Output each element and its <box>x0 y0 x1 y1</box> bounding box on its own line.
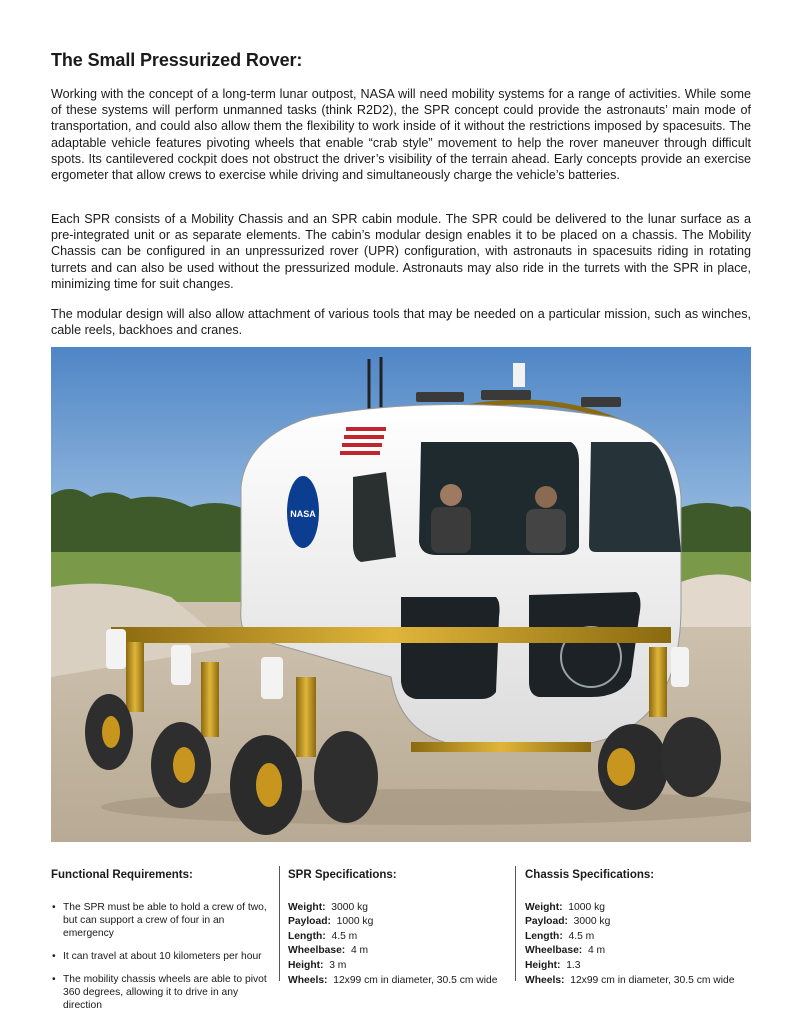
spec-row <box>525 959 751 974</box>
list-item <box>51 973 277 1012</box>
list-item <box>51 901 277 940</box>
functional-heading: Functional Requirements: <box>51 869 193 881</box>
spec-row <box>525 915 751 930</box>
tools-paragraph: The modular design will also allow attachment of various tools that may be needed on a particular mission, such as winches, cable reels, backhoes and cranes. <box>51 307 751 338</box>
spec-row <box>288 944 514 959</box>
list-item-text: It can travel at about 10 kilometers per hour <box>63 950 262 962</box>
chassis-specifications <box>525 868 751 988</box>
nasa-logo <box>287 476 319 548</box>
column-divider <box>515 866 516 981</box>
list-item-text: The mobility chassis wheels are able to pivot 360 degrees, allowing it to drive in any direction <box>63 973 267 1011</box>
spec-row <box>288 901 514 916</box>
spec-row <box>525 974 751 989</box>
spec-value: 4.5 m <box>331 930 358 942</box>
spec-value: 12x99 cm in diameter, 30.5 cm wide <box>333 974 498 986</box>
spec-value: 3000 kg <box>331 901 368 913</box>
spec-row <box>288 915 514 930</box>
spr-heading: SPR Specifications: <box>288 869 397 881</box>
spec-label: Length: <box>288 930 326 942</box>
wheel <box>661 717 721 797</box>
spec-label: Wheelbase: <box>288 945 346 957</box>
spr-specifications <box>288 868 514 988</box>
spec-row <box>525 901 751 916</box>
spec-row <box>525 930 751 945</box>
intro-paragraph: Working with the concept of a long-term lunar outpost, NASA will need mobility systems for a range of activities. While some of these systems will perform unmanned tasks (think R2D2), the SPR concept could provide the astronauts’ main mode of transportation, and could also allow them the flexibility to work inside of it without the restrictions imposed by spacesuits. The adaptable vehicle features pivoting wheels that enable “crab style” movement to help the rover maneuver through difficult spots. Its cantilevered cockpit does not obstruct the driver’s visibility of the terrain ahead. Early concepts provide an exercise ergometer that allow crews to exercise while driving and simultaneously charge the vehicle’s batteries. <box>51 87 751 183</box>
nasa-logo-text: NASA <box>290 509 316 519</box>
chassis-heading: Chassis Specifications: <box>525 869 655 881</box>
spec-row <box>288 930 514 945</box>
bullet-dot: • <box>52 950 56 962</box>
spec-label: Payload: <box>288 916 331 928</box>
spec-value: 1.3 <box>566 959 581 971</box>
spec-label: Payload: <box>525 916 568 928</box>
bullet-dot: • <box>52 901 56 913</box>
spec-value: 4 m <box>587 945 606 957</box>
wheel <box>598 724 668 810</box>
list-item <box>51 950 277 963</box>
spec-value: 3000 kg <box>573 916 611 928</box>
spec-row <box>525 944 751 959</box>
functional-requirements <box>51 868 277 1022</box>
spec-label: Wheels: <box>288 974 328 986</box>
wheel <box>230 735 302 835</box>
spec-label: Height: <box>288 959 324 971</box>
spec-value: 3 m <box>329 959 347 971</box>
rover-photo <box>51 347 751 842</box>
spec-value: 1000 kg <box>568 901 605 913</box>
list-item-text: The SPR must be able to hold a crew of two, but can support a crew of four in an emergency <box>63 901 267 939</box>
spec-label: Wheelbase: <box>525 945 583 957</box>
page-title: The Small Pressurized Rover: <box>51 50 303 70</box>
wheel <box>151 722 211 808</box>
column-divider <box>279 866 280 981</box>
spec-row <box>288 974 514 989</box>
bullet-dot: • <box>52 973 56 985</box>
spec-value: 1000 kg <box>336 916 374 928</box>
wheel <box>314 731 378 823</box>
spec-value: 4.5 m <box>568 930 595 942</box>
wheel <box>85 694 133 770</box>
spec-row <box>288 959 514 974</box>
spec-value: 12x99 cm in diameter, 30.5 cm wide <box>570 974 735 986</box>
chassis-paragraph: Each SPR consists of a Mobility Chassis and an SPR cabin module. The SPR could be delivered to the lunar surface as a pre-integrated unit or as separate elements. The cabin’s modular design enables it to be placed on a chassis. The Mobility Chassis can be configured in an unpressurized rover (UPR) configuration, with astronauts in spacesuits riding in rotating turrets and can also be used without the pressurized module. Astronauts may also ride in the turrets with the SPR in place, minimizing time for suit changes. <box>51 212 751 291</box>
spec-label: Length: <box>525 930 563 942</box>
spec-value: 4 m <box>350 945 369 957</box>
spec-label: Weight: <box>288 901 326 913</box>
lower-window <box>401 597 500 699</box>
spec-label: Wheels: <box>525 974 565 986</box>
spec-label: Weight: <box>525 901 563 913</box>
spec-label: Height: <box>525 959 561 971</box>
